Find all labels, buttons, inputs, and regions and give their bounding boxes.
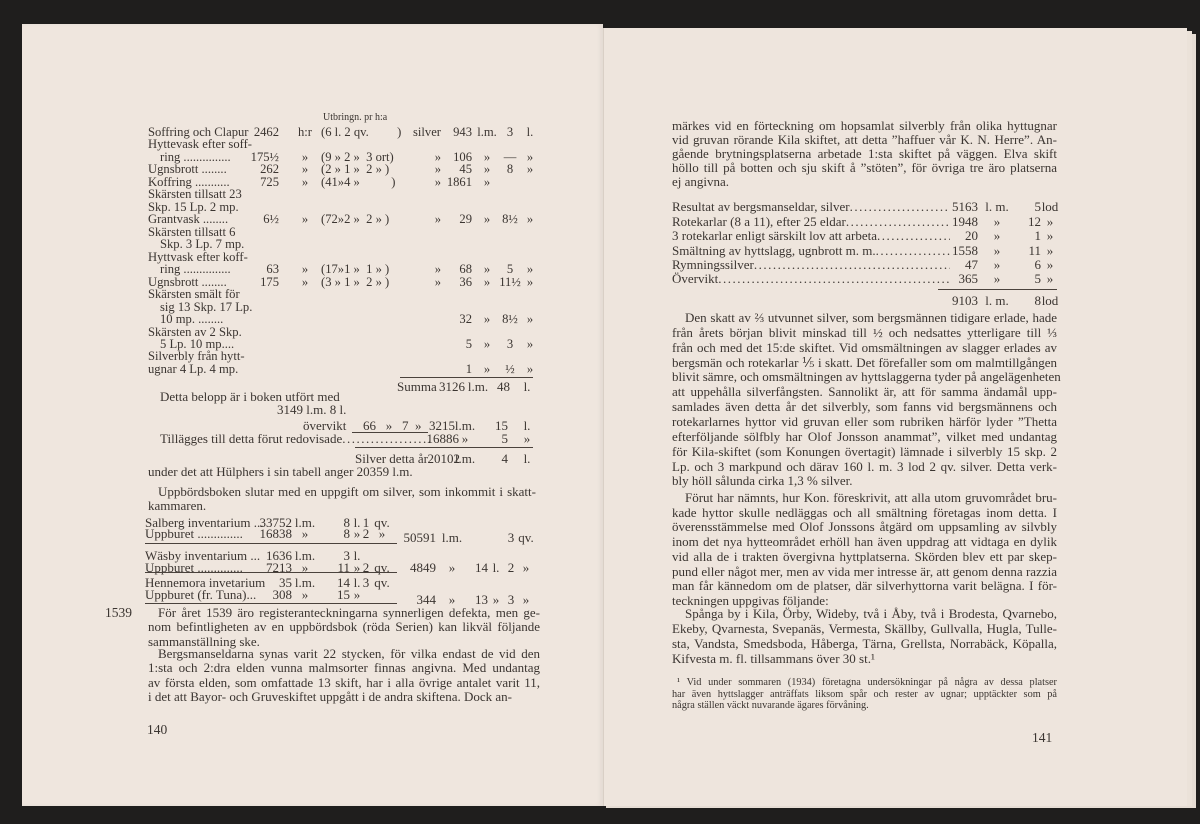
overweight-total-lod: 15 <box>495 418 508 433</box>
ore-table-lod-amount: 8½ <box>502 312 518 327</box>
ore-table-row-label: Skärsten tillsatt 23 <box>148 187 242 202</box>
ore-table-lod-amount: 8 <box>506 162 514 177</box>
ore-table-silver-marker: » <box>434 149 441 164</box>
inventory-amount: l. <box>353 548 361 563</box>
tax-paragraph-line: från och med det 15:de skiftet. Vid omsmältningen av slagger erlades av <box>672 339 1057 355</box>
result-lod: 6 <box>1034 257 1041 272</box>
uppbord-paragraph-line: kammaren. <box>148 498 207 514</box>
ore-table-ore-grade: (6 l. 2 qv. ) <box>321 125 402 139</box>
ore-table-ore-grade: (2 » 1 » 2 » ) <box>321 162 390 177</box>
ore-table-ore-grade: (72»2 » 2 » ) <box>321 212 390 227</box>
ore-table-quantity: 63 <box>266 262 279 277</box>
paid-label: Uppburet (fr. Tuna)... <box>145 587 257 602</box>
result-label: Övervikt <box>672 271 719 286</box>
inventory-label: Hennemora invetarium <box>145 575 266 590</box>
ore-table-silver-amount: 36 <box>459 274 472 289</box>
kila-paragraph-line: vid gruvan rörande Kila skiftet, att detta ”haffuer vår K. N. Herre”. An- <box>672 132 1057 148</box>
ore-table-silver-unit: » <box>483 312 491 327</box>
table-rule <box>938 289 1057 290</box>
ore-table-unit: » <box>301 174 309 189</box>
inventory-result: qv. <box>518 530 534 545</box>
result-lod: 12 <box>1028 214 1041 229</box>
tax-paragraph-line: från årets början blivit minskad till ½ och nedsattes ytterligare till ⅓ <box>672 324 1057 340</box>
ore-table-row-label: Ugnsbrott ........ <box>148 274 227 289</box>
ore-table-silver-amount: 5 <box>465 336 472 351</box>
uppbord-paragraph-line: Uppbördsboken slutar med en uppgift om silver, som inkommit i skatt- <box>158 484 536 499</box>
bergsmanseldar-paragraph-line: i det att Bayor- och Gruveskiftet uppgått i de andra skiftena. Dock an- <box>148 689 512 705</box>
inventory-amount: l.m. <box>294 515 316 530</box>
added-label: Tillägges till detta förut redovisade <box>160 431 343 446</box>
paid-amount: 7213 <box>266 560 292 575</box>
tax-paragraph-line: Lp. och 3 markpund och därav 160 l. m. 3 lod 2 qv. silver. Detta verk- <box>672 458 1057 474</box>
result-lod: 5 <box>1034 199 1041 214</box>
ore-table-silver-amount: 45 <box>459 162 472 177</box>
ore-table-quantity: 2462 <box>253 125 279 139</box>
ore-table-unit: » <box>301 274 309 289</box>
inventory-amount: l. <box>353 515 361 530</box>
total-lod-unit: lod <box>1041 293 1059 308</box>
added-total-lod-unit: » <box>523 431 531 446</box>
ore-table-row-label: ring ............... <box>160 149 231 164</box>
ore-table-row-label: ring ............... <box>160 262 231 277</box>
inventory-result: » <box>522 592 530 607</box>
ore-table-lod-amount: ½ <box>505 361 515 376</box>
inventory-result: 2 <box>507 560 515 575</box>
kila-paragraph-line: höllo till på botten och sju skift å ”stöten”, för övriga tre äro platserna <box>672 160 1057 176</box>
result-amount: 1558 <box>952 243 978 258</box>
ore-table-lod-unit: » <box>526 361 534 376</box>
smelting-paragraph-line: inom det nya hytteområdet erhöll han även uppdrag att vidtaga en dylik <box>672 534 1057 550</box>
booked-amount: 3149 l.m. 8 l. <box>277 402 347 417</box>
overweight-total-value: 3215 <box>429 418 455 433</box>
summa-unit: l.m. <box>467 379 489 394</box>
bergsmanseldar-paragraph-line: Bergsmanseldarna synas varit 22 stycken, för vilka endast de vid den <box>158 646 540 661</box>
ore-table-silver-unit: » <box>483 174 491 189</box>
tax-paragraph-line: rotekarlarnes hyttor vid gruvan eller som rubriken härför lyder ”Thetta <box>672 413 1057 429</box>
smelting-paragraph-line: vid alla de i trakten övergivna hyttplatserna. Skörden blev ett par skep- <box>672 548 1057 564</box>
ore-table-lod-unit: l. <box>526 125 534 139</box>
inventory-amount: 3 <box>362 575 370 590</box>
ore-table-row-label: Koffring ........... <box>148 174 230 189</box>
ore-table-lod-unit: » <box>526 162 534 177</box>
ore-table-silver-unit: » <box>483 361 491 376</box>
result-unit: l. m. <box>985 199 1009 214</box>
ore-table-row-label: Soffring och Clapur <box>148 125 249 139</box>
ore-table-silver-amount: 1861 <box>446 174 472 189</box>
inventory-label: Wäsby inventarium ... <box>145 548 261 563</box>
result-unit: » <box>993 243 1001 258</box>
ore-table-row-label: Skp. 15 Lp. 2 mp. <box>148 199 239 214</box>
inventory-amount: 14 <box>337 575 350 590</box>
footnote-line: har även hyttslagger anträffats liksom spår och rester av ugnar; upptäckter som på <box>672 688 1057 700</box>
added-total-unit: » <box>461 431 469 446</box>
ore-table-silver-amount: 106 <box>453 149 472 164</box>
paid-amount: qv. <box>374 560 390 575</box>
inventory-result: l. <box>492 560 500 575</box>
ore-table-ore-grade: (9 » 2 » 3 ort) <box>321 149 394 164</box>
ore-table-ore-grade: (17»1 » 1 » ) <box>321 262 390 277</box>
ore-table-silver-unit: » <box>483 262 491 277</box>
tax-paragraph-line: Den skatt av ⅔ utvunnet silver, som bergsmännen tidigare erlade, hade <box>685 310 1057 325</box>
total-lod: 8 <box>1034 293 1041 308</box>
ore-table-unit: » <box>301 212 309 227</box>
booked-text: Detta belopp är i boken utfört med <box>160 389 340 404</box>
ore-table-silver-marker: » <box>434 274 441 289</box>
ore-table-unit: » <box>301 149 309 164</box>
tax-paragraph-line: bergsmän och rotekarlar ⅕ i skatt. Det förefaller som om malmtillgången <box>672 354 1057 370</box>
inventory-result: 3 <box>507 530 515 545</box>
ore-table-silver-unit: » <box>483 212 491 227</box>
ore-table-quantity: 262 <box>260 162 279 177</box>
paid-amount: 11 <box>337 560 350 575</box>
inventory-result: » <box>492 592 500 607</box>
kila-paragraph-line: märkes vid en förteckning om hopsamlat silverbly från olika hyttugnar <box>672 118 1057 133</box>
paid-amount: » <box>301 587 309 602</box>
paid-amount: 15 <box>337 587 350 602</box>
ore-table-lod-unit: » <box>526 312 534 327</box>
inventory-result: 344 <box>416 592 436 607</box>
result-amount: 365 <box>958 271 978 286</box>
ore-table-row-label: Skärsten av 2 Skp. <box>148 324 242 339</box>
inventory-amount: 1 <box>362 515 370 530</box>
paid-amount: » <box>353 560 361 575</box>
silver-year-total-value: 20102 <box>427 451 460 466</box>
hut-sites-paragraph-line: Kifvesta m. fl. tillsammans över 30 st.¹ <box>672 651 875 666</box>
paid-amount: » <box>353 587 361 602</box>
inventory-result: » <box>522 560 530 575</box>
kila-paragraph-line: gående brytningsplatserna arbetade 1:sta skiftet på väggen. Elva skift <box>672 146 1057 162</box>
inventory-amount: qv. <box>374 515 390 530</box>
result-label: 3 rotekarlar enligt särskilt lov att arbeta <box>672 228 878 243</box>
ore-table-quantity: 175 <box>260 274 279 289</box>
ore-table-lod-unit: » <box>526 212 534 227</box>
footnote-line: några ställen väckt nuvarande ägares förvåning. <box>672 700 869 712</box>
hut-sites-paragraph-line: Spånga by i Kila, Örby, Wideby, två i Åby, två i Brodesta, Qvarnebo, <box>685 606 1057 621</box>
table-rule <box>400 377 533 378</box>
tax-paragraph-line: bly höll sålunda cirka 1,3 % silver. <box>672 473 853 489</box>
ore-table-quantity: 725 <box>260 174 279 189</box>
result-lod-unit: » <box>1046 257 1054 272</box>
tax-paragraph-line: blivit sämre, och omsmältningen av hyttslaggerna tyder på angelägenheten <box>672 369 1061 385</box>
ore-table-unit: » <box>301 162 309 177</box>
paragraph-1539-line: nom befintligheten av en uppbördsbok (röda Serien) kan likväl följande <box>148 619 540 635</box>
page-number: 141 <box>1032 730 1053 745</box>
ore-table-lod-unit: » <box>526 274 534 289</box>
result-unit: » <box>993 257 1001 272</box>
smelting-paragraph-line: pund eller något mer, men av vida mer intresse är, att genom denna razzia <box>672 563 1057 579</box>
paragraph-1539-line: För året 1539 äro registeranteckningarna synnerligen defekta, men ge- <box>158 605 540 620</box>
page-number: 140 <box>147 722 168 737</box>
ore-table-silver-unit: l.m. <box>477 125 497 139</box>
ore-table-silver-amount: 943 <box>453 125 472 139</box>
ore-table-row-label: Grantvask ........ <box>148 212 229 227</box>
inventory-result: 13 <box>475 592 488 607</box>
bergsmanseldar-paragraph-line: av första elden, som omfattade 13 skift, har i alla övrige antalet varit 11, <box>148 674 540 690</box>
inventory-result: 4849 <box>410 560 436 575</box>
table-rule <box>355 447 533 448</box>
table-rule <box>145 543 397 544</box>
summa-lod: 48 <box>497 379 510 394</box>
inventory-amount: l.m. <box>294 575 316 590</box>
result-unit: » <box>993 214 1001 229</box>
added-label-leader <box>160 431 432 447</box>
paid-label: Uppburet .............. <box>145 560 243 575</box>
inventory-amount: 35 <box>279 575 292 590</box>
result-amount: 5163 <box>952 199 978 214</box>
total-amount: 9103 <box>952 293 978 308</box>
ore-table-row-label: sig 13 Skp. 17 Lp. <box>160 299 253 314</box>
kila-paragraph-line: ej angivna. <box>672 174 730 190</box>
ore-table-row-label: Skp. 3 Lp. 7 mp. <box>160 237 245 252</box>
footnote-line: ¹ Vid under sommaren (1934) företagna undersökningar på några av dessa platser <box>677 677 1057 688</box>
ore-table-silver-amount: 32 <box>459 312 472 327</box>
result-amount: 1948 <box>952 214 978 229</box>
paid-amount: 16838 <box>259 526 292 541</box>
ore-table-quantity: 6½ <box>263 212 279 227</box>
dot-leader <box>342 431 432 447</box>
overweight-total-unit: l.m. <box>454 418 476 433</box>
margin-year: 1539 <box>105 605 132 620</box>
smelting-paragraph-line: teckningen uppgivas följande: <box>672 592 829 608</box>
overweight-amount: 66 » 7 » <box>363 418 422 433</box>
inventory-amount: l.m. <box>294 548 316 563</box>
result-lod-unit: » <box>1046 228 1054 243</box>
paid-amount: 308 <box>272 587 292 602</box>
smelting-paragraph-line: Förut har nämnts, hur Kon. föreskrivit, att alla utom gruvområdet bru- <box>685 490 1057 505</box>
inventory-result: l.m. <box>441 530 463 545</box>
inventory-amount: l. <box>353 575 361 590</box>
tax-paragraph-line: att uppehålla silverfångsten. Sannolikt är, att för samma ändamål upp- <box>672 384 1057 400</box>
ore-table-ore-grade: (41»4 » ) <box>321 174 396 189</box>
ore-table-silver-marker: » <box>434 174 441 189</box>
paid-label: Uppburet .............. <box>145 526 243 541</box>
ore-table-silver-marker: » <box>434 212 441 227</box>
table-header: Utbringn. pr h:a <box>323 112 388 123</box>
ore-table-silver-marker: silver <box>413 125 441 139</box>
result-lod-unit: » <box>1046 243 1054 258</box>
ore-table-row-label: 10 mp. ........ <box>160 312 224 327</box>
result-lod-unit: » <box>1046 214 1054 229</box>
hut-sites-paragraph-line: Ekeby, Qvarnesta, Svepanäs, Vermesta, Skällby, Gullvalla, Hugla, Tulle- <box>672 621 1057 636</box>
inventory-result: 3 <box>507 592 515 607</box>
ore-table-silver-amount: 68 <box>459 262 472 277</box>
ore-table-lod-amount: 3 <box>506 336 514 351</box>
ore-table-lod-amount: 5 <box>506 262 514 277</box>
ore-table-silver-unit: » <box>483 149 491 164</box>
paid-amount: » <box>301 526 309 541</box>
ore-table-lod-amount: 11½ <box>499 274 521 289</box>
inventory-result: 50591 <box>403 530 436 545</box>
added-total-value: 16886 <box>426 431 459 446</box>
inventory-result: » <box>448 560 456 575</box>
silver-year-total-lod-unit: l. <box>523 451 531 466</box>
result-lod: 5 <box>1034 271 1041 286</box>
smelting-paragraph-line: man får kännedom om de platser, där silverhyttorna varit belägna. I för- <box>672 578 1057 594</box>
tax-paragraph-line: samlades även detta år det silverbly, som fanns vid bergsmännens och <box>672 399 1057 415</box>
paid-amount: 2 <box>362 560 370 575</box>
summa-lod-unit: l. <box>523 379 531 394</box>
tax-paragraph-line: för Kila-skiftet (som Konungen övertagit) lämnade i silverbly 15 skp. 2 <box>672 443 1057 459</box>
table-rule <box>145 572 397 573</box>
inventory-amount: 3 <box>343 548 350 563</box>
bergsmanseldar-paragraph-line: 1:sta och 2:dra elden vunna malmsorter finnas angivna. Med undantag <box>148 660 540 676</box>
hut-sites-paragraph-line: sta, Vandsta, Smedsboda, Håberga, Tärna, Grellsta, Norrabäck, Köpalla, <box>672 636 1057 651</box>
ore-table-ore-grade: (3 » 1 » 2 » ) <box>321 274 390 289</box>
silver-year-label: Silver detta år <box>355 451 428 466</box>
ore-table-silver-unit: » <box>483 336 491 351</box>
result-lod: 11 <box>1028 243 1041 258</box>
ore-table-silver-marker: » <box>434 262 441 277</box>
result-amount: 20 <box>965 228 978 243</box>
result-lod-unit: » <box>1046 271 1054 286</box>
smelting-paragraph-line: överensstämmelse med Olof Jonssons åtgärd om uppsamling av silvbly <box>672 519 1057 535</box>
ore-table-row-label: Hyttevask efter soff- <box>148 137 252 152</box>
inventory-amount: 33752 <box>259 515 292 530</box>
table-rule <box>145 603 397 604</box>
inventory-amount: qv. <box>374 575 390 590</box>
inventory-label: Salberg inventarium ... <box>145 515 264 530</box>
silver-year-total-lod: 4 <box>501 451 508 466</box>
ore-table-row-label: Ugnsbrott ........ <box>148 162 227 177</box>
ore-table-quantity: 175½ <box>250 149 279 164</box>
summa-label: Summa <box>397 379 437 394</box>
ore-table-lod-amount: 8½ <box>502 212 518 227</box>
ore-table-row-label: 5 Lp. 10 mp.... <box>160 336 235 351</box>
paid-amount: » <box>353 526 361 541</box>
result-unit: » <box>993 228 1001 243</box>
result-lod: 1 <box>1034 228 1041 243</box>
ore-table-row-label: Skärsten smält för <box>148 287 240 302</box>
added-total-lod: 5 <box>501 431 508 446</box>
overweight-total-lod-unit: l. <box>523 418 531 433</box>
result-lod-unit: lod <box>1041 199 1059 214</box>
ore-table-unit: h:r <box>298 125 312 139</box>
ore-table-lod-unit: » <box>526 149 534 164</box>
ore-table-lod-unit: » <box>526 336 534 351</box>
hulphers-line: under det att Hülphers i sin tabell anger 20359 l.m. <box>148 464 413 479</box>
paid-amount: » <box>301 560 309 575</box>
ore-table-silver-amount: 29 <box>459 212 472 227</box>
result-unit: » <box>993 271 1001 286</box>
inventory-result: 14 <box>475 560 488 575</box>
ore-table-lod-amount: 3 <box>506 125 514 139</box>
inventory-amount: 8 <box>343 515 350 530</box>
overweight-label: övervikt <box>303 418 347 433</box>
ore-table-silver-amount: 1 <box>465 361 472 376</box>
tax-paragraph-line: efterföljande sölfbly har Olof Jonsson anammat”, vilket med undantag <box>672 428 1057 444</box>
result-amount: 47 <box>965 257 978 272</box>
result-label: Smältning av hyttslagg, ugnbrott m. m. <box>672 243 876 258</box>
result-label: Rymningssilver <box>672 257 754 272</box>
ore-table-silver-marker: » <box>434 162 441 177</box>
ore-table-row-label: ugnar 4 Lp. 4 mp. <box>148 361 239 376</box>
ore-table-lod-unit: » <box>526 262 534 277</box>
result-label: Rotekarlar (8 a 11), efter 25 eldar <box>672 214 846 229</box>
ore-table-row-label: Silverbly från hytt- <box>148 349 245 364</box>
result-label: Resultat av bergsmanseldar, silver <box>672 199 850 214</box>
paid-amount: 2 <box>362 526 370 541</box>
total-unit: l. m. <box>985 293 1009 308</box>
ore-table-silver-unit: » <box>483 162 491 177</box>
ore-table-silver-unit: » <box>483 274 491 289</box>
silver-year-total-unit: l.m. <box>454 451 476 466</box>
ore-table-row-label: Hyttvask efter koff- <box>148 249 248 264</box>
smelting-paragraph-line: kade hyttor skulle nedläggas och all smältning företagas inom detta. I <box>672 504 1057 520</box>
ore-table-lod-amount: — <box>503 149 517 164</box>
paid-amount: 8 <box>343 526 350 541</box>
paragraph-1539-line: sammanställning ske. <box>148 633 260 649</box>
inventory-result: » <box>448 592 456 607</box>
ore-table-unit: » <box>301 262 309 277</box>
ore-table-row-label: Skärsten tillsatt 6 <box>148 224 236 239</box>
inventory-amount: 1636 <box>266 548 292 563</box>
paid-amount: » <box>378 526 386 541</box>
summa-value: 3126 <box>439 379 465 394</box>
